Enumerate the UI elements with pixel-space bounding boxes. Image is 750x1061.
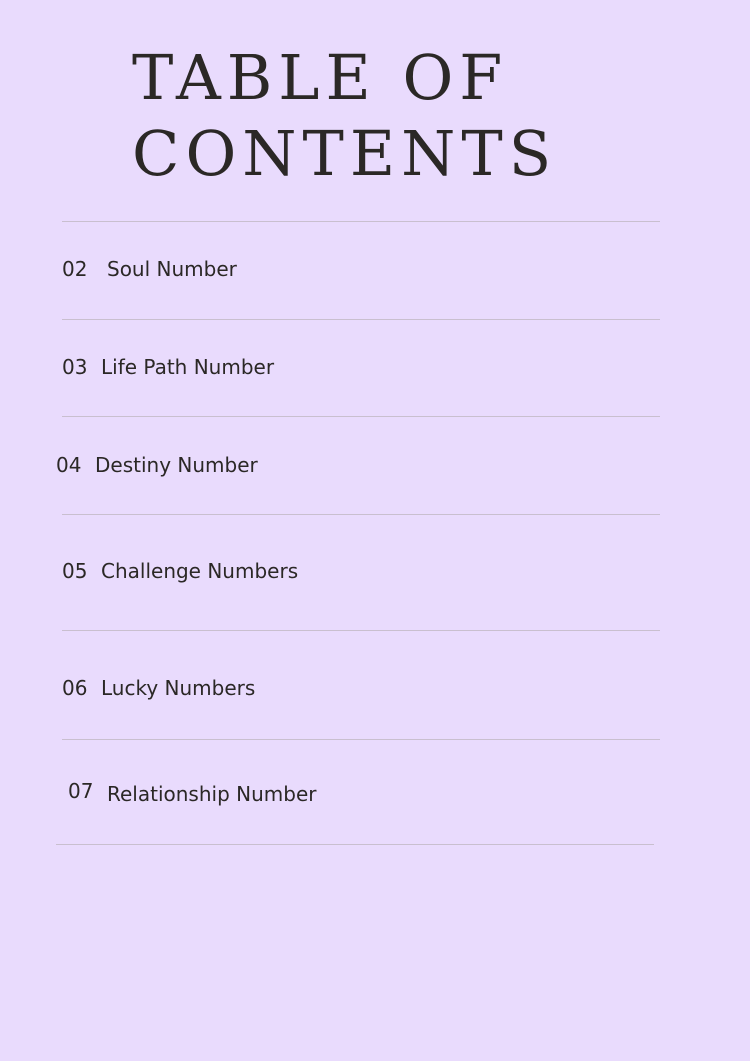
divider [62, 514, 660, 515]
toc-entry-relationship-number[interactable] [68, 779, 317, 806]
divider [62, 319, 660, 320]
toc-entry-challenge-numbers[interactable] [62, 559, 298, 583]
toc-entry-soul-number[interactable] [62, 257, 237, 281]
toc-entry-lucky-numbers[interactable] [62, 676, 255, 700]
entry-page-number: 03 [62, 355, 88, 379]
entry-label: Challenge Numbers [101, 559, 299, 583]
entry-page-number: 02 [62, 257, 88, 281]
entry-label: Life Path Number [101, 355, 275, 379]
divider [62, 739, 660, 740]
divider [62, 630, 660, 631]
entry-page-number: 06 [62, 676, 88, 700]
entry-label: Relationship Number [107, 782, 317, 806]
toc-entry-destiny-number[interactable] [56, 453, 258, 477]
title-line-2: CONTENTS [132, 117, 558, 190]
entry-label: Soul Number [107, 257, 237, 281]
toc-entry-life-path-number[interactable] [62, 355, 274, 379]
entry-label: Destiny Number [95, 453, 258, 477]
page-title [132, 40, 732, 192]
entry-page-number: 07 [68, 779, 94, 803]
entry-page-number: 04 [56, 453, 82, 477]
divider [56, 844, 654, 845]
entry-label: Lucky Numbers [101, 676, 256, 700]
entry-page-number: 05 [62, 559, 88, 583]
divider [62, 221, 660, 222]
title-line-1: TABLE OF [132, 41, 509, 114]
divider [62, 416, 660, 417]
